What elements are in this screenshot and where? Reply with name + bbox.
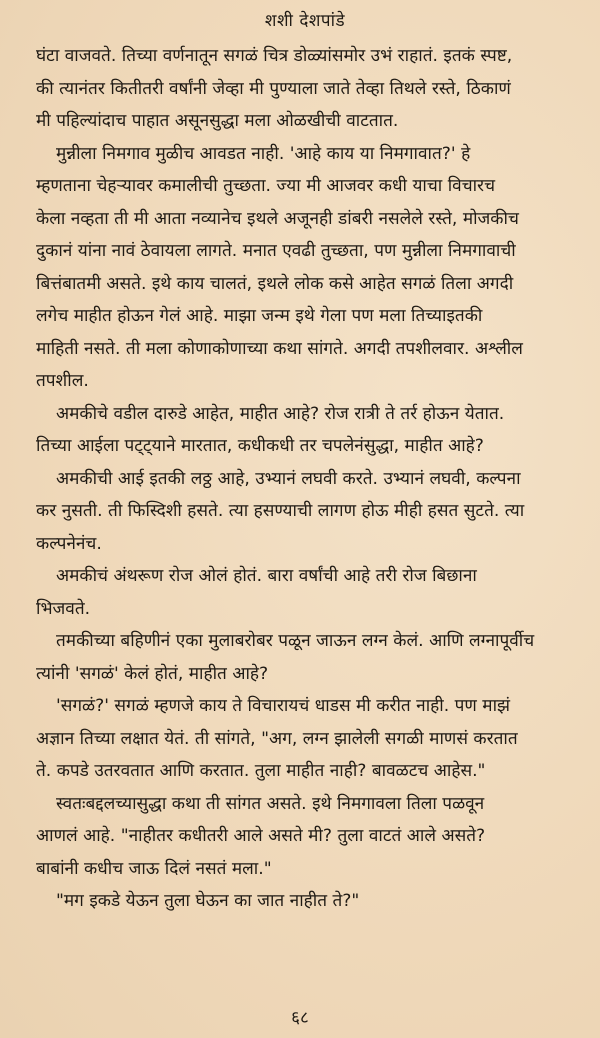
paragraph [36,885,574,918]
paragraph [36,788,574,886]
text-line: तमकीच्या बहिणीनं एका मुलाबरोबर पळून जाऊन लग्न केलं. आणि लग्नापूर्वीच [56,631,535,651]
text-line: केला नव्हता ती मी आता नव्यानेच इथले अजूनही डांबरी नसलेले रस्ते, मोजकीच [36,208,519,229]
text-line: बाबांनी कधीच जाऊ दिलं नसतं मला." [36,858,272,879]
paragraph [36,138,574,398]
text-line: दुकानं यांना नावं ठेवायला लागते. मनात एवढी तुच्छता, पण मुन्नीला निमगावाची [36,241,516,261]
text-line: आणलं आहे. "नाहीतर कधीतरी आले असते मी? तुला वाटतं आले असते? [36,826,486,846]
paragraph [36,625,574,690]
text-line: अमकीची आई इतकी लठ्ठ आहे, उभ्यानं लघवी करते. उभ्यानं लघवी, कल्पना [56,468,521,489]
text-line: तपशील. [36,371,89,391]
text-line: बित्तंबातमी असते. इथे काय चालतं, इथले लोक कसे आहेत सगळं तिला अगदी [36,273,514,294]
text-line: कल्पनेनंच. [36,533,102,554]
text-line: "मग इकडे येऊन तुला घेऊन का जात नाहीत ते?" [56,891,360,911]
text-line: कर नुसती. ती फिस्दिशी हसते. त्या हसण्याची लागण होऊ मीही हसत सुटते. त्या [36,501,525,521]
paragraph [36,690,574,788]
text-line: घंटा वाजवते. तिच्या वर्णनातून सगळं चित्र डोळ्यांसमोर उभं राहातं. इतकं स्पष्ट, [36,46,513,66]
text-line: त्यांनी 'सगळं' केलं होतं, माहीत आहे? [36,663,269,684]
text-line: तिच्या आईला पट्ट्याने मारतात, कधीकधी तर चपलेनंसुद्धा, माहीत आहे? [36,436,484,456]
page-number: ६८ [291,1008,309,1028]
text-line: माहिती नसते. ती मला कोणाकोणाच्या कथा सांगते. अगदी तपशीलवार. अश्लील [36,338,523,359]
text-line: अमकीचे वडील दारुडे आहेत, माहीत आहे? रोज रात्री ते तर्र होऊन येतात. [56,403,505,424]
text-line: 'सगळं?' सगळं म्हणजे काय ते विचारायचं धाडस मी करीत नाही. पण माझं [56,696,511,716]
text-line: स्वतःबद्दलच्यासुद्धा कथा ती सांगत असते. इथे निमगावला तिला पळवून [56,793,485,814]
text-line: अज्ञान तिच्या लक्षात येतं. ती सांगते, "अग, लग्न झालेली सगळी माणसं करतात [36,728,518,749]
text-line: म्हणताना चेहऱ्यावर कमालीची तुच्छता. ज्या मी आजवर कधी याचा विचारच [36,176,496,196]
paragraph [36,40,574,138]
text-line: लगेच माहीत होऊन गेलं आहे. माझा जन्म इथे गेला पण मला तिच्याइतकी [36,306,483,326]
text-line: की त्यानंतर कितीतरी वर्षांनी जेव्हा मी पुण्याला जाते तेव्हा तिथले रस्ते, ठिकाणं [36,78,511,99]
text-line: मुन्नीला निमगाव मुळीच आवडत नाही. 'आहे काय या निमगावात?' हे [56,143,471,164]
text-line: ते. कपडे उतरवतात आणि करतात. तुला माहीत नाही? बावळटच आहेस." [36,761,486,781]
text-line: अमकीचं अंथरूण रोज ओलं होतं. बारा वर्षांची आहे तरी रोज बिछाना [56,566,477,586]
paragraph [36,398,574,463]
running-head: शशी देशपांडे [264,11,346,31]
body-text [36,40,574,918]
text-line: भिजवते. [36,598,91,619]
text-line: मी पहिल्यांदाच पाहात असूनसुद्धा मला ओळखीची वाटतात. [36,111,399,131]
paragraph [36,463,574,561]
paragraph [36,560,574,625]
